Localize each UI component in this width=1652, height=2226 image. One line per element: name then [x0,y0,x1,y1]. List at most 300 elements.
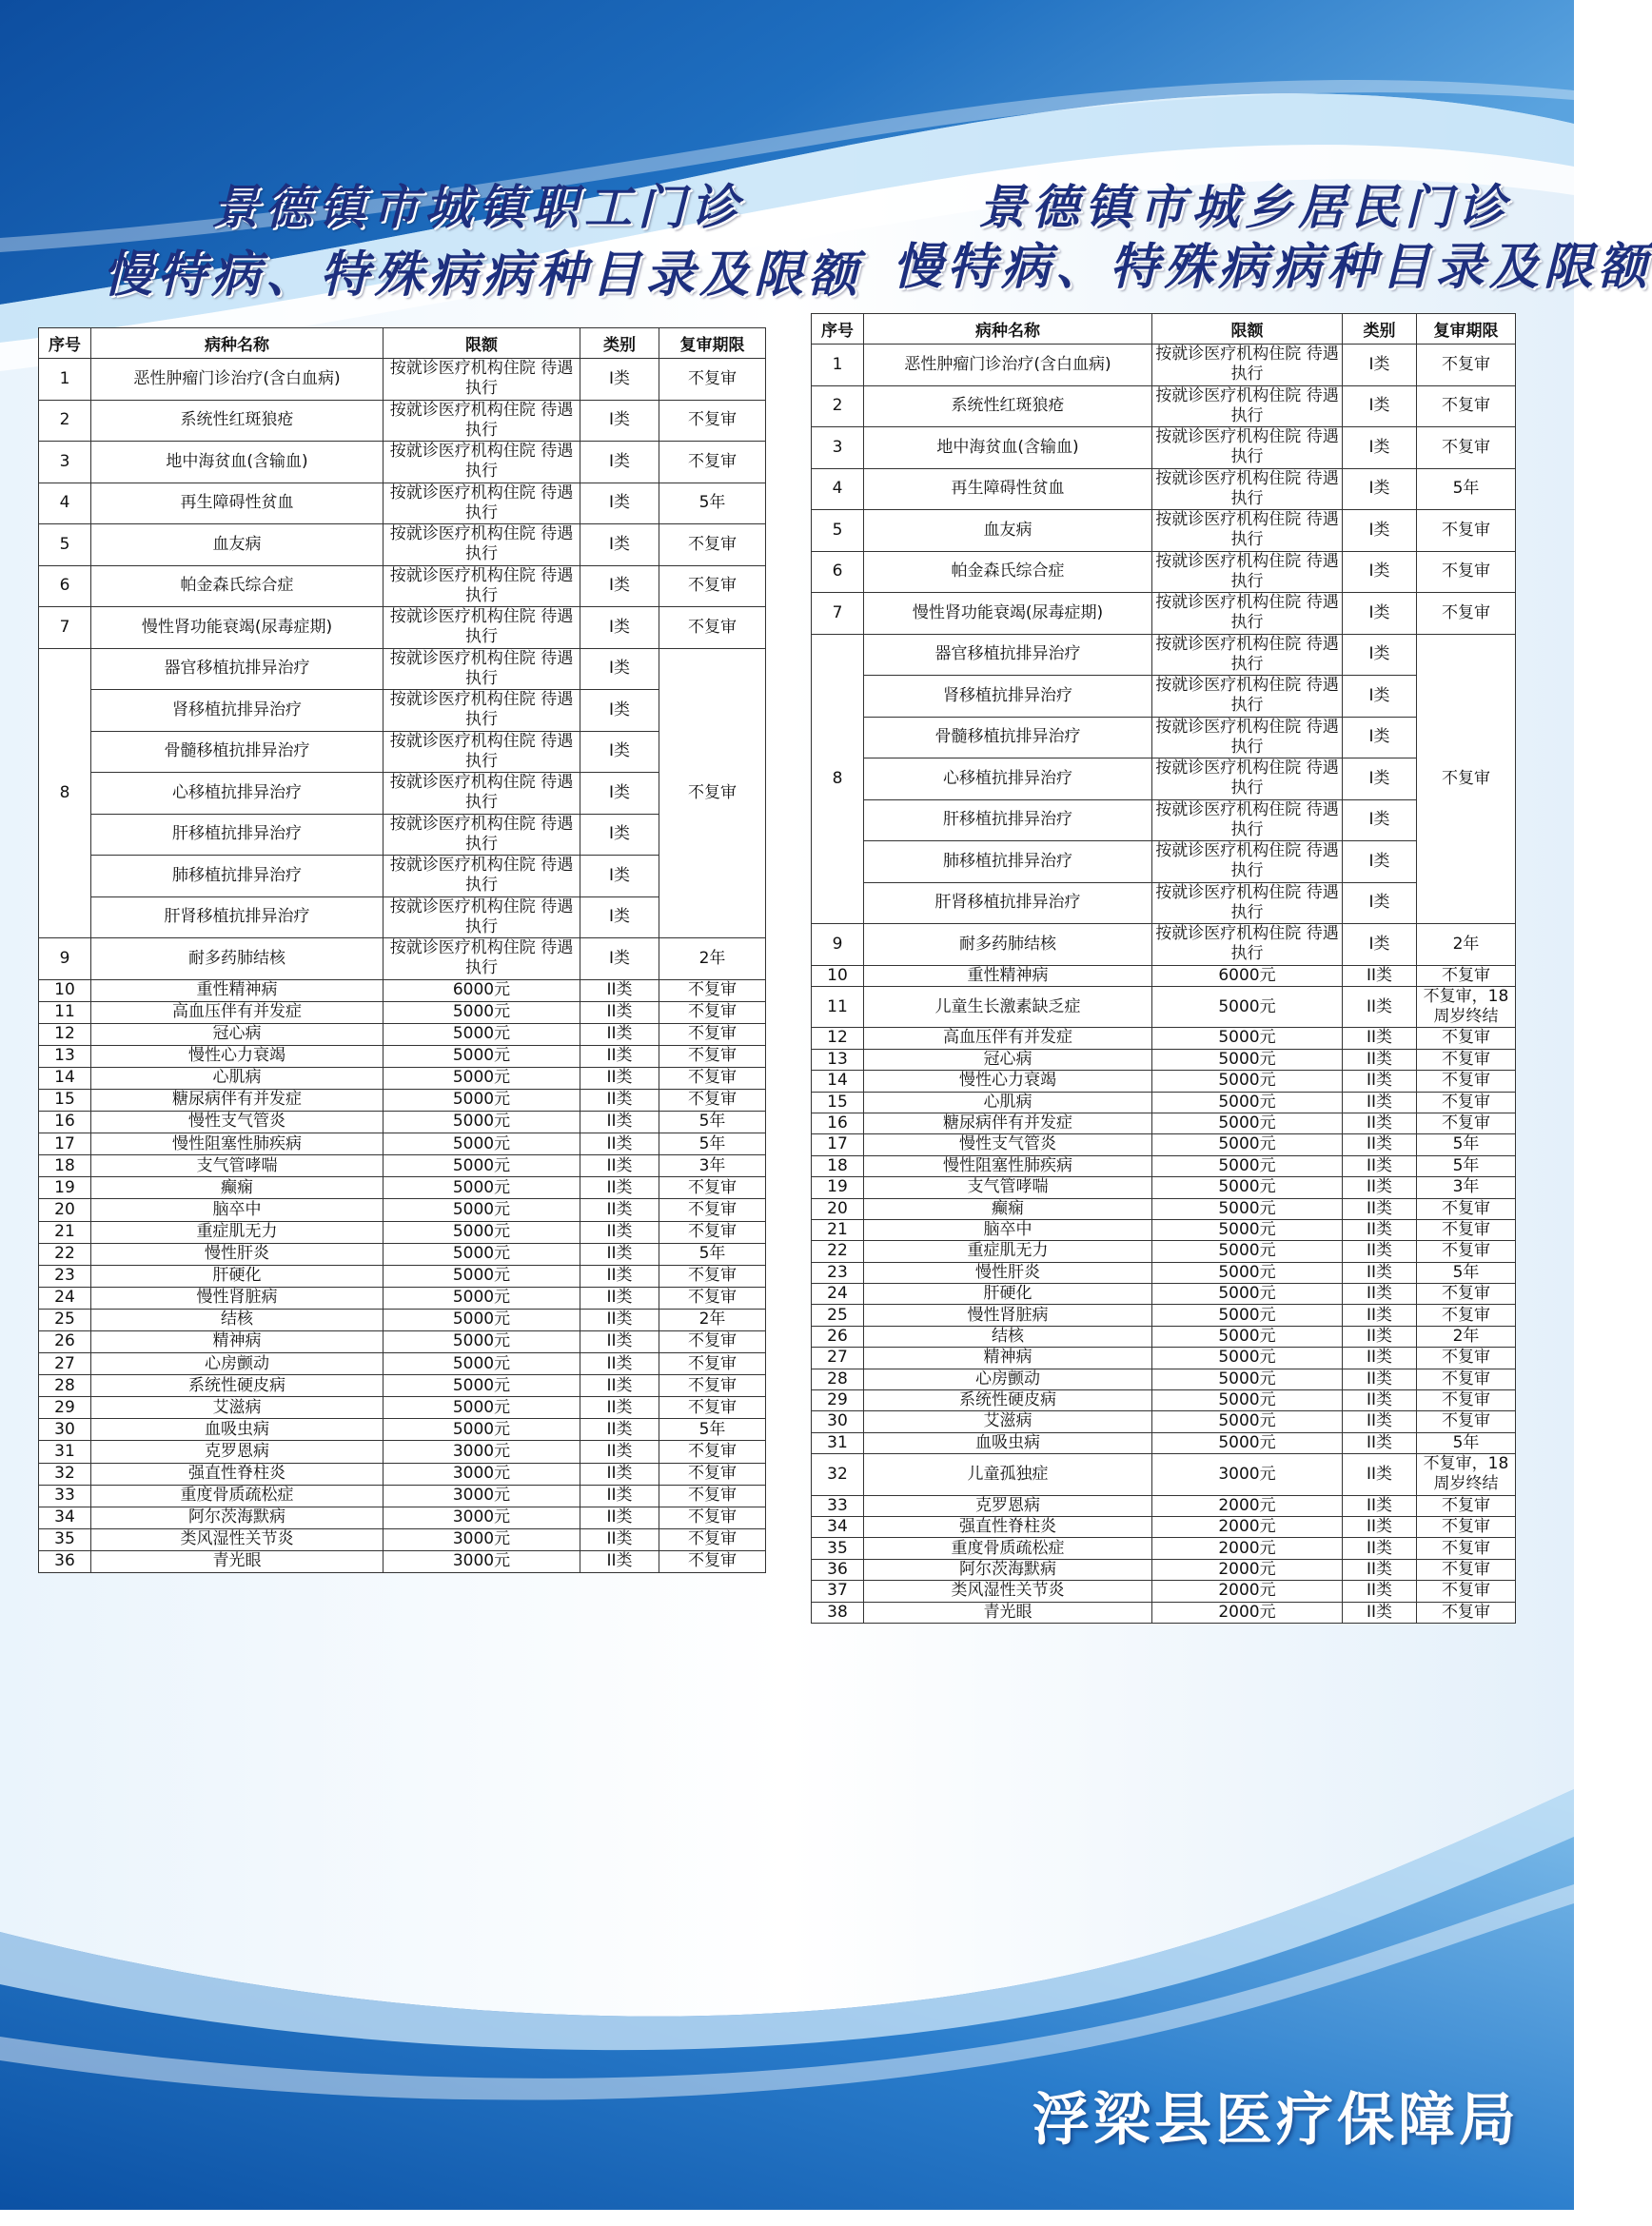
limit-value: 3000元 [384,1528,580,1550]
disease-name: 糖尿病伴有并发症 [864,1113,1152,1133]
left-title-line1: 景德镇市城镇职工门诊 [211,179,744,235]
disease-name: 重症肌无力 [91,1221,384,1243]
table-row [812,510,1516,552]
category: II类 [1343,1602,1417,1623]
category: I类 [580,690,659,732]
review-period: 5年 [659,1112,766,1133]
review-period: 不复审 [1417,1390,1516,1411]
limit-value: 按就诊医疗机构住院 待遇执行 [1152,593,1343,635]
row-index: 27 [812,1348,864,1369]
review-period: 不复审 [1417,1305,1516,1326]
row-index: 9 [812,924,864,966]
row-index: 28 [812,1369,864,1389]
category: I类 [580,814,659,856]
limit-value: 按就诊医疗机构住院 待遇执行 [1152,510,1343,552]
limit-value: 按就诊医疗机构住院 待遇执行 [384,731,580,773]
row-index: 30 [39,1419,91,1441]
limit-value: 按就诊医疗机构住院 待遇执行 [1152,882,1343,924]
limit-value: 按就诊医疗机构住院 待遇执行 [1152,345,1343,386]
right-disease-table [811,313,1516,1624]
review-period: 不复审 [1417,593,1516,635]
row-index: 18 [812,1155,864,1176]
category: II类 [1343,1198,1417,1219]
table-row [812,1538,1516,1559]
table-row [39,1199,766,1221]
limit-value: 5000元 [384,1287,580,1309]
table-row [39,1331,766,1353]
disease-name: 器官移植抗排异治疗 [864,634,1152,676]
disease-name: 脑卒中 [864,1219,1152,1240]
limit-value: 5000元 [384,1177,580,1199]
review-period: 2年 [1417,924,1516,966]
left-disease-table [38,327,766,1573]
category: II类 [580,979,659,1001]
table-row [812,593,1516,635]
category: II类 [1343,1305,1417,1326]
category: II类 [580,1112,659,1133]
table-row [812,1454,1516,1496]
review-period: 不复审 [1417,385,1516,427]
limit-value: 按就诊医疗机构住院 待遇执行 [384,856,580,897]
category: I类 [1343,676,1417,718]
table-row [39,690,766,732]
row-index: 17 [39,1133,91,1155]
disease-name: 癫痫 [91,1177,384,1199]
disease-name: 阿尔茨海默病 [864,1559,1152,1580]
limit-value: 按就诊医疗机构住院 待遇执行 [1152,758,1343,800]
review-period: 不复审 [659,648,766,938]
category: II类 [580,1441,659,1463]
limit-value: 5000元 [1152,1198,1343,1219]
limit-value: 3000元 [384,1507,580,1528]
category: I类 [1343,758,1417,800]
disease-name: 慢性心力衰竭 [864,1071,1152,1092]
limit-value: 按就诊医疗机构住院 待遇执行 [384,483,580,524]
limit-value: 按就诊医疗机构住院 待遇执行 [1152,717,1343,758]
disease-name: 系统性红斑狼疮 [91,400,384,442]
disease-name: 骨髓移植抗排异治疗 [91,731,384,773]
limit-value: 5000元 [384,1243,580,1265]
row-index: 20 [39,1199,91,1221]
disease-name: 血吸虫病 [864,1432,1152,1453]
disease-name: 肝肾移植抗排异治疗 [864,882,1152,924]
disease-name: 恶性肿瘤门诊治疗(含白血病) [864,345,1152,386]
table-row [39,1243,766,1265]
limit-value: 5000元 [384,1265,580,1287]
table-row [39,1309,766,1330]
category: II类 [580,1243,659,1265]
row-index: 32 [812,1454,864,1496]
review-period: 2年 [659,1309,766,1330]
disease-name: 高血压伴有并发症 [864,1028,1152,1049]
disease-name: 克罗恩病 [864,1495,1152,1516]
disease-name: 系统性硬皮病 [91,1375,384,1397]
disease-name: 心房颤动 [864,1369,1152,1389]
disease-name: 儿童生长激素缺乏症 [864,986,1152,1028]
limit-value: 5000元 [1152,1155,1343,1176]
table-row [39,979,766,1001]
limit-value: 5000元 [384,1001,580,1023]
limit-value: 5000元 [1152,1028,1343,1049]
table-row [39,856,766,897]
disease-name: 恶性肿瘤门诊治疗(含白血病) [91,359,384,401]
table-row [812,1390,1516,1411]
limit-value: 5000元 [384,1045,580,1067]
limit-value: 5000元 [1152,1305,1343,1326]
review-period: 不复审 [1417,1348,1516,1369]
limit-value: 5000元 [384,1067,580,1089]
limit-value: 5000元 [384,1133,580,1155]
review-period: 不复审 [1417,1049,1516,1070]
review-period: 不复审 [659,1507,766,1528]
table-row [39,731,766,773]
disease-name: 结核 [91,1309,384,1330]
category: II类 [1343,1028,1417,1049]
row-index: 11 [39,1001,91,1023]
disease-name: 血友病 [91,524,384,566]
table-row [39,1221,766,1243]
disease-name: 高血压伴有并发症 [91,1001,384,1023]
row-index: 25 [39,1309,91,1330]
table-row [39,1265,766,1287]
category: I类 [580,442,659,483]
limit-value: 按就诊医疗机构住院 待遇执行 [1152,468,1343,510]
category: I类 [1343,841,1417,883]
review-period: 不复审 [659,1001,766,1023]
category: II类 [1343,1113,1417,1133]
table-row [39,1067,766,1089]
disease-name: 肝移植抗排异治疗 [91,814,384,856]
limit-value: 5000元 [1152,1432,1343,1453]
limit-value: 按就诊医疗机构住院 待遇执行 [384,938,580,980]
category: II类 [1343,965,1417,986]
disease-name: 冠心病 [864,1049,1152,1070]
table-row [39,773,766,815]
table-row [812,1559,1516,1580]
disease-name: 慢性支气管炎 [864,1134,1152,1155]
disease-name: 慢性肾脏病 [864,1305,1152,1326]
limit-value: 6000元 [384,979,580,1001]
row-index: 24 [39,1287,91,1309]
review-period: 不复审 [1417,1241,1516,1262]
table-row [812,1028,1516,1049]
row-index: 6 [812,551,864,593]
category: I类 [1343,799,1417,841]
limit-value: 5000元 [1152,1219,1343,1240]
category: II类 [580,1023,659,1045]
review-period: 不复审 [659,979,766,1001]
table-row [39,938,766,980]
header-disease-name: 病种名称 [864,314,1152,345]
table-row [39,524,766,566]
right-title-line1: 景德镇市城乡居民门诊 [978,179,1511,235]
disease-name: 慢性阻塞性肺疾病 [864,1155,1152,1176]
review-period: 不复审 [1417,1411,1516,1432]
limit-value: 5000元 [384,1331,580,1353]
category: II类 [580,1528,659,1550]
table-row [39,1397,766,1419]
limit-value: 2000元 [1152,1559,1343,1580]
category: I类 [1343,551,1417,593]
review-period: 不复审 [659,1287,766,1309]
row-index: 38 [812,1602,864,1623]
table-row [39,1419,766,1441]
limit-value: 3000元 [384,1485,580,1507]
table-row [39,1353,766,1375]
disease-name: 青光眼 [864,1602,1152,1623]
review-period: 不复审 [659,607,766,649]
limit-value: 3000元 [384,1550,580,1572]
row-index: 33 [39,1485,91,1507]
disease-name: 心肌病 [864,1092,1152,1113]
limit-value: 5000元 [1152,1369,1343,1389]
row-index: 36 [812,1559,864,1580]
category: II类 [1343,1262,1417,1283]
right-title-line2: 慢特病、特殊病病种目录及限额 [893,238,1652,296]
table-row [812,1241,1516,1262]
review-period: 2年 [1417,1326,1516,1347]
row-index: 11 [812,986,864,1028]
limit-value: 按就诊医疗机构住院 待遇执行 [1152,924,1343,966]
disease-name: 慢性肝炎 [864,1262,1152,1283]
disease-name: 帕金森氏综合症 [91,565,384,607]
disease-name: 血吸虫病 [91,1419,384,1441]
category: I类 [580,856,659,897]
table-row [812,1198,1516,1219]
limit-value: 按就诊医疗机构住院 待遇执行 [384,773,580,815]
row-index: 36 [39,1550,91,1572]
table-row [812,1348,1516,1369]
row-index: 21 [39,1221,91,1243]
limit-value: 按就诊医疗机构住院 待遇执行 [384,442,580,483]
disease-name: 脑卒中 [91,1199,384,1221]
row-index: 8 [812,634,864,924]
row-index: 14 [812,1071,864,1092]
category: II类 [580,1089,659,1111]
disease-name: 肾移植抗排异治疗 [864,676,1152,718]
category: II类 [1343,1432,1417,1453]
table-row [812,882,1516,924]
limit-value: 5000元 [384,1112,580,1133]
category: II类 [1343,1071,1417,1092]
limit-value: 5000元 [384,1221,580,1243]
category: I类 [1343,717,1417,758]
disease-name: 冠心病 [91,1023,384,1045]
category: II类 [1343,1284,1417,1305]
disease-name: 地中海贫血(含输血) [91,442,384,483]
review-period: 不复审 [659,565,766,607]
disease-name: 心移植抗排异治疗 [864,758,1152,800]
limit-value: 按就诊医疗机构住院 待遇执行 [384,896,580,938]
category: I类 [580,896,659,938]
row-index: 30 [812,1411,864,1432]
row-index: 17 [812,1134,864,1155]
review-period: 不复审 [659,1485,766,1507]
limit-value: 5000元 [1152,1411,1343,1432]
category: II类 [1343,1348,1417,1369]
header-category: 类别 [580,328,659,359]
limit-value: 5000元 [1152,1071,1343,1092]
disease-name: 肺移植抗排异治疗 [91,856,384,897]
table-row [39,1001,766,1023]
limit-value: 5000元 [1152,1326,1343,1347]
limit-value: 5000元 [1152,1092,1343,1113]
review-period: 3年 [1417,1177,1516,1198]
footer-issuer: 浮梁县医疗保障局 [1032,2087,1520,2154]
limit-value: 6000元 [1152,965,1343,986]
category: II类 [580,1397,659,1419]
disease-name: 心肌病 [91,1067,384,1089]
limit-value: 按就诊医疗机构住院 待遇执行 [384,359,580,401]
review-period: 不复审 [659,1067,766,1089]
limit-value: 按就诊医疗机构住院 待遇执行 [384,524,580,566]
category: II类 [580,1331,659,1353]
limit-value: 按就诊医疗机构住院 待遇执行 [1152,799,1343,841]
limit-value: 5000元 [384,1089,580,1111]
limit-value: 按就诊医疗机构住院 待遇执行 [384,648,580,690]
limit-value: 按就诊医疗机构住院 待遇执行 [1152,634,1343,676]
table-row [39,607,766,649]
row-index: 22 [39,1243,91,1265]
review-period: 不复审 [1417,965,1516,986]
header-index: 序号 [39,328,91,359]
row-index: 22 [812,1241,864,1262]
disease-name: 重性精神病 [91,979,384,1001]
header-category: 类别 [1343,314,1417,345]
limit-value: 2000元 [1152,1602,1343,1623]
disease-name: 系统性硬皮病 [864,1390,1152,1411]
row-index: 19 [812,1177,864,1198]
disease-name: 肾移植抗排异治疗 [91,690,384,732]
category: II类 [580,1221,659,1243]
table-row [812,427,1516,469]
disease-name: 重性精神病 [864,965,1152,986]
row-index: 23 [812,1262,864,1283]
review-period: 不复审 [1417,1028,1516,1049]
review-period: 不复审 [1417,1284,1516,1305]
review-period: 5年 [659,1133,766,1155]
row-index: 33 [812,1495,864,1516]
disease-name: 肝肾移植抗排异治疗 [91,896,384,938]
category: I类 [1343,634,1417,676]
disease-name: 心移植抗排异治疗 [91,773,384,815]
review-period: 不复审 [1417,1559,1516,1580]
category: II类 [580,1485,659,1507]
table-header-row [39,328,766,359]
disease-name: 耐多药肺结核 [864,924,1152,966]
disease-name: 帕金森氏综合症 [864,551,1152,593]
row-index: 32 [39,1463,91,1485]
row-index: 21 [812,1219,864,1240]
review-period: 不复审 [659,1199,766,1221]
limit-value: 5000元 [1152,1177,1343,1198]
table-row [812,1326,1516,1347]
review-period: 5年 [1417,1262,1516,1283]
row-index: 24 [812,1284,864,1305]
category: I类 [1343,385,1417,427]
review-period: 不复审 [659,1331,766,1353]
row-index: 29 [39,1397,91,1419]
disease-name: 肝硬化 [91,1265,384,1287]
limit-value: 5000元 [384,1375,580,1397]
table-row [812,385,1516,427]
limit-value: 3000元 [1152,1454,1343,1496]
limit-value: 3000元 [384,1463,580,1485]
category: II类 [1343,1326,1417,1347]
row-index: 1 [39,359,91,401]
table-row [812,986,1516,1028]
review-period: 不复审 [1417,1581,1516,1602]
category: II类 [1343,1134,1417,1155]
category: II类 [1343,1495,1417,1516]
limit-value: 按就诊医疗机构住院 待遇执行 [384,565,580,607]
disease-name: 再生障碍性贫血 [91,483,384,524]
table-row [39,1133,766,1155]
row-index: 34 [812,1517,864,1538]
table-row [812,841,1516,883]
table-row [812,799,1516,841]
header-disease-name: 病种名称 [91,328,384,359]
review-period: 不复审 [659,1177,766,1199]
review-period: 不复审 [659,359,766,401]
limit-value: 5000元 [1152,1348,1343,1369]
disease-name: 地中海贫血(含输血) [864,427,1152,469]
review-period: 不复审 [1417,1369,1516,1389]
left-title-line2: 慢特病、特殊病病种目录及限额 [103,246,863,304]
table-row [39,442,766,483]
table-row [812,1432,1516,1453]
limit-value: 5000元 [1152,1113,1343,1133]
table-row [39,1485,766,1507]
table-row [39,1528,766,1550]
disease-name: 儿童孤独症 [864,1454,1152,1496]
table-header-row [812,314,1516,345]
limit-value: 按就诊医疗机构住院 待遇执行 [384,690,580,732]
category: II类 [1343,1241,1417,1262]
category: II类 [580,1375,659,1397]
category: II类 [1343,986,1417,1028]
table-row [39,1441,766,1463]
disease-name: 克罗恩病 [91,1441,384,1463]
review-period: 不复审 [1417,1198,1516,1219]
category: I类 [1343,510,1417,552]
table-row [812,717,1516,758]
limit-value: 2000元 [1152,1581,1343,1602]
disease-name: 器官移植抗排异治疗 [91,648,384,690]
table-row [39,1507,766,1528]
review-period: 不复审 [1417,1495,1516,1516]
category: II类 [1343,1517,1417,1538]
category: II类 [580,1067,659,1089]
category: II类 [1343,1390,1417,1411]
review-period: 不复审 [659,400,766,442]
disease-name: 慢性肾脏病 [91,1287,384,1309]
review-period: 不复审 [1417,427,1516,469]
category: II类 [580,1287,659,1309]
row-index: 18 [39,1155,91,1177]
limit-value: 5000元 [1152,1262,1343,1283]
category: II类 [580,1309,659,1330]
review-period: 5年 [659,1419,766,1441]
category: II类 [1343,1155,1417,1176]
row-index: 35 [812,1538,864,1559]
row-index: 3 [812,427,864,469]
row-index: 5 [39,524,91,566]
table-row [812,551,1516,593]
row-index: 37 [812,1581,864,1602]
review-period: 不复审 [659,1528,766,1550]
category: II类 [1343,1177,1417,1198]
